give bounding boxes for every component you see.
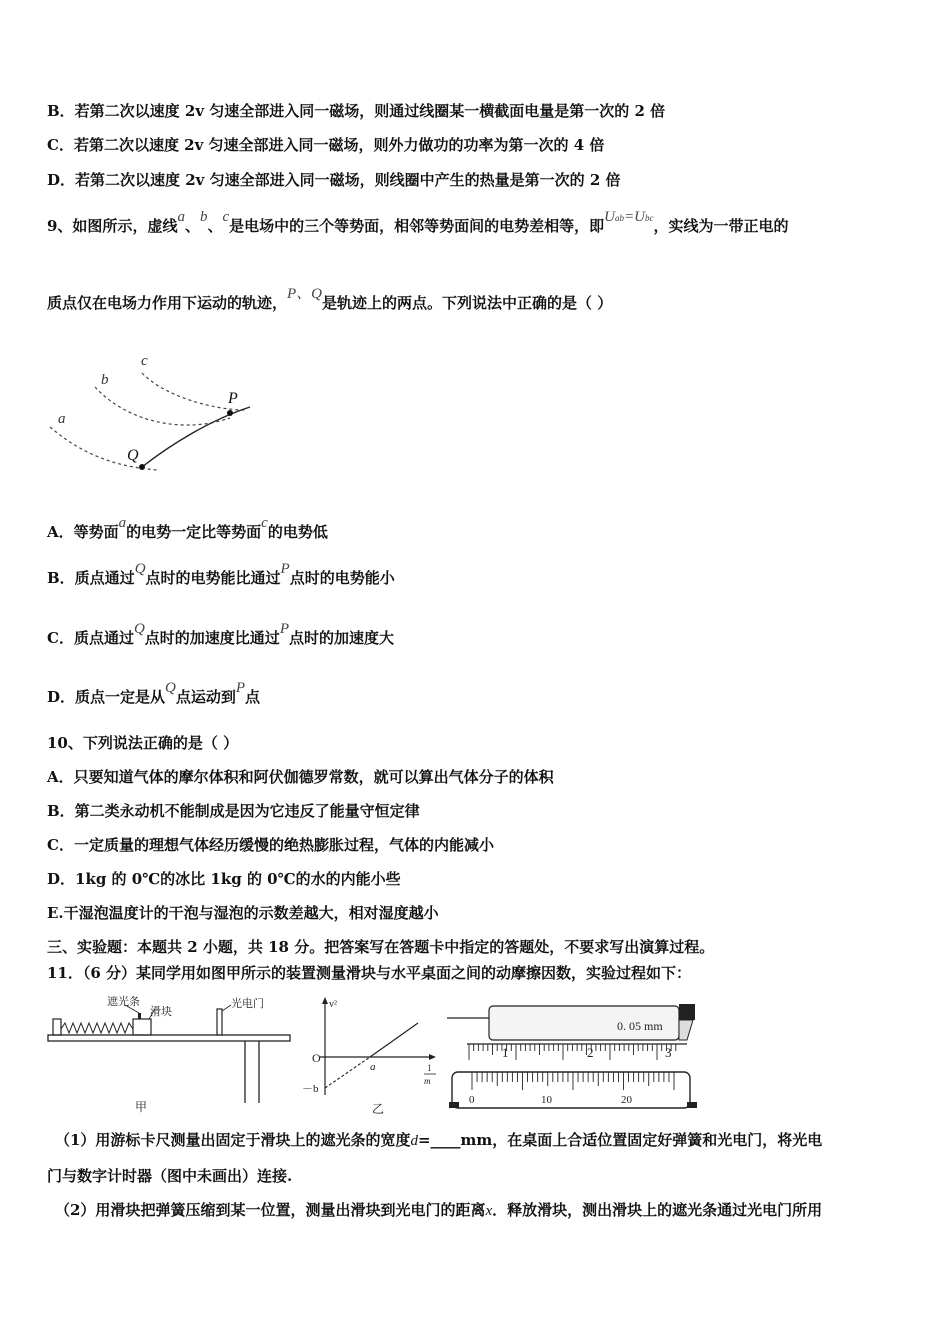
- vernier-tick-label-10: 10: [541, 1094, 552, 1106]
- q8-option-c: C．若第二次以速度 2v 匀速全部进入同一磁场，则外力做功的功率为第一次的 4 倍: [47, 136, 605, 154]
- q10-stem: 10、下列说法正确的是（ ）: [47, 734, 239, 752]
- q10-option-e: E.干湿泡温度计的干泡与湿泡的示数差越大，相对湿度越小: [47, 904, 439, 922]
- q11-figure-jia: [45, 995, 295, 1115]
- label-c: c: [141, 353, 148, 369]
- label-neg-b: －b: [302, 1083, 319, 1095]
- point-q: [139, 464, 145, 470]
- q9-option-b: B．质点通过Q点时的电势能比通过P点时的电势能小: [47, 561, 395, 587]
- q9-option-c: C．质点通过Q点时的加速度比通过P点时的加速度大: [47, 621, 394, 647]
- graph-line-dashed: [325, 1057, 370, 1088]
- q9-stem-line2: 质点仅在电场力作用下运动的轨迹，P、Q是轨迹上的两点。下列说法中正确的是（ ）: [47, 286, 613, 312]
- point-p: [227, 410, 233, 416]
- spring: [61, 1023, 133, 1033]
- wall-block: [53, 1019, 61, 1035]
- main-tick-label-1: 1: [502, 1045, 509, 1060]
- q11-part1-line1: （1）用游标卡尺测量出固定于滑块上的遮光条的宽度d=____mm，在桌面上合适位置固定好弹簧和光电门，将光电: [55, 1131, 823, 1149]
- caption-jia: 甲: [135, 1100, 148, 1114]
- label-b: b: [101, 372, 109, 388]
- table-top: [48, 1035, 290, 1041]
- caption-yi: 乙: [372, 1102, 385, 1116]
- vernier-tick-label-0: 0: [469, 1094, 475, 1106]
- photogate: [217, 1009, 222, 1035]
- main-tick-label-3: 3: [665, 1045, 672, 1060]
- q10-option-b: B．第二类永动机不能制成是因为它违反了能量守恒定律: [47, 802, 420, 820]
- q9-option-d: D．质点一定是从Q点运动到P点: [47, 680, 261, 706]
- q10-option-a: A．只要知道气体的摩尔体积和阿伏伽德罗常数，就可以算出气体分子的体积: [47, 768, 554, 786]
- q10-option-d: D．1kg 的 0℃的冰比 1kg 的 0℃的水的内能小些: [47, 870, 401, 888]
- label-guangdianmen: 光电门: [231, 998, 264, 1010]
- q9-equipotential-figure: [45, 345, 260, 480]
- label-a: a: [58, 411, 66, 427]
- caliper-jaw-tip: [679, 1004, 695, 1020]
- q9-option-a: A．等势面a的电势一定比等势面c的电势低: [47, 515, 328, 541]
- equipotential-a: [50, 427, 157, 470]
- q11-part1-line2: 门与数字计时器（图中未画出）连接.: [47, 1167, 293, 1185]
- label-x-num: 1: [427, 1063, 432, 1073]
- q8-option-d: D．若第二次以速度 2v 匀速全部进入同一磁场，则线圈中产生的热量是第一次的 2 倍: [47, 171, 621, 189]
- q10-option-c: C．一定质量的理想气体经历缓慢的绝热膨胀过程，气体的内能减小: [47, 836, 494, 854]
- label-q: Q: [127, 447, 139, 464]
- q9-stem-line1: 9、如图所示，虚线a、b、c是电场中的三个等势面，相邻等势面间的电势差相等，即Uab=Ubc，实线为一带正电的: [47, 209, 789, 235]
- label-zheguangtiao: 遮光条: [107, 996, 140, 1008]
- q11-part2-line1: （2）用滑块把弹簧压缩到某一位置，测量出滑块到光电门的距离x．释放滑块，测出滑块上的遮光条通过光电门所用: [55, 1201, 823, 1219]
- label-origin: O: [312, 1051, 321, 1065]
- label-a: a: [370, 1061, 376, 1073]
- q11-vernier-caliper: [447, 1000, 702, 1112]
- label-v2: v²: [329, 999, 337, 1010]
- graph-line-solid: [370, 1023, 418, 1057]
- vernier-slider: [452, 1072, 690, 1108]
- equipotential-b: [95, 387, 230, 425]
- caliper-precision: 0. 05 mm: [617, 1019, 663, 1033]
- q11-stem: 11．（6 分）某同学用如图甲所示的装置测量滑块与水平桌面之间的动摩擦因数，实验过程如下：: [47, 964, 692, 982]
- vernier-tick-label-20: 20: [621, 1094, 632, 1106]
- q11-figure-yi: [300, 995, 445, 1120]
- main-tick-label-2: 2: [587, 1045, 594, 1060]
- label-p: P: [228, 390, 238, 407]
- label-x-den: m: [424, 1076, 431, 1086]
- label-huakuai: 滑块: [150, 1006, 172, 1018]
- trajectory: [142, 407, 250, 467]
- light-blocker: [138, 1013, 141, 1019]
- q8-option-b: B．若第二次以速度 2v 匀速全部进入同一磁场，则通过线圈某一横截面电量是第一次的 2 倍: [47, 102, 666, 120]
- formula-uab-ubc: Uab=Ubc: [604, 209, 654, 225]
- section3-heading: 三、实验题：本题共 2 小题，共 18 分。把答案写在答题卡中指定的答题处，不要求写出演算过程。: [47, 938, 715, 956]
- slider-block: [133, 1019, 151, 1035]
